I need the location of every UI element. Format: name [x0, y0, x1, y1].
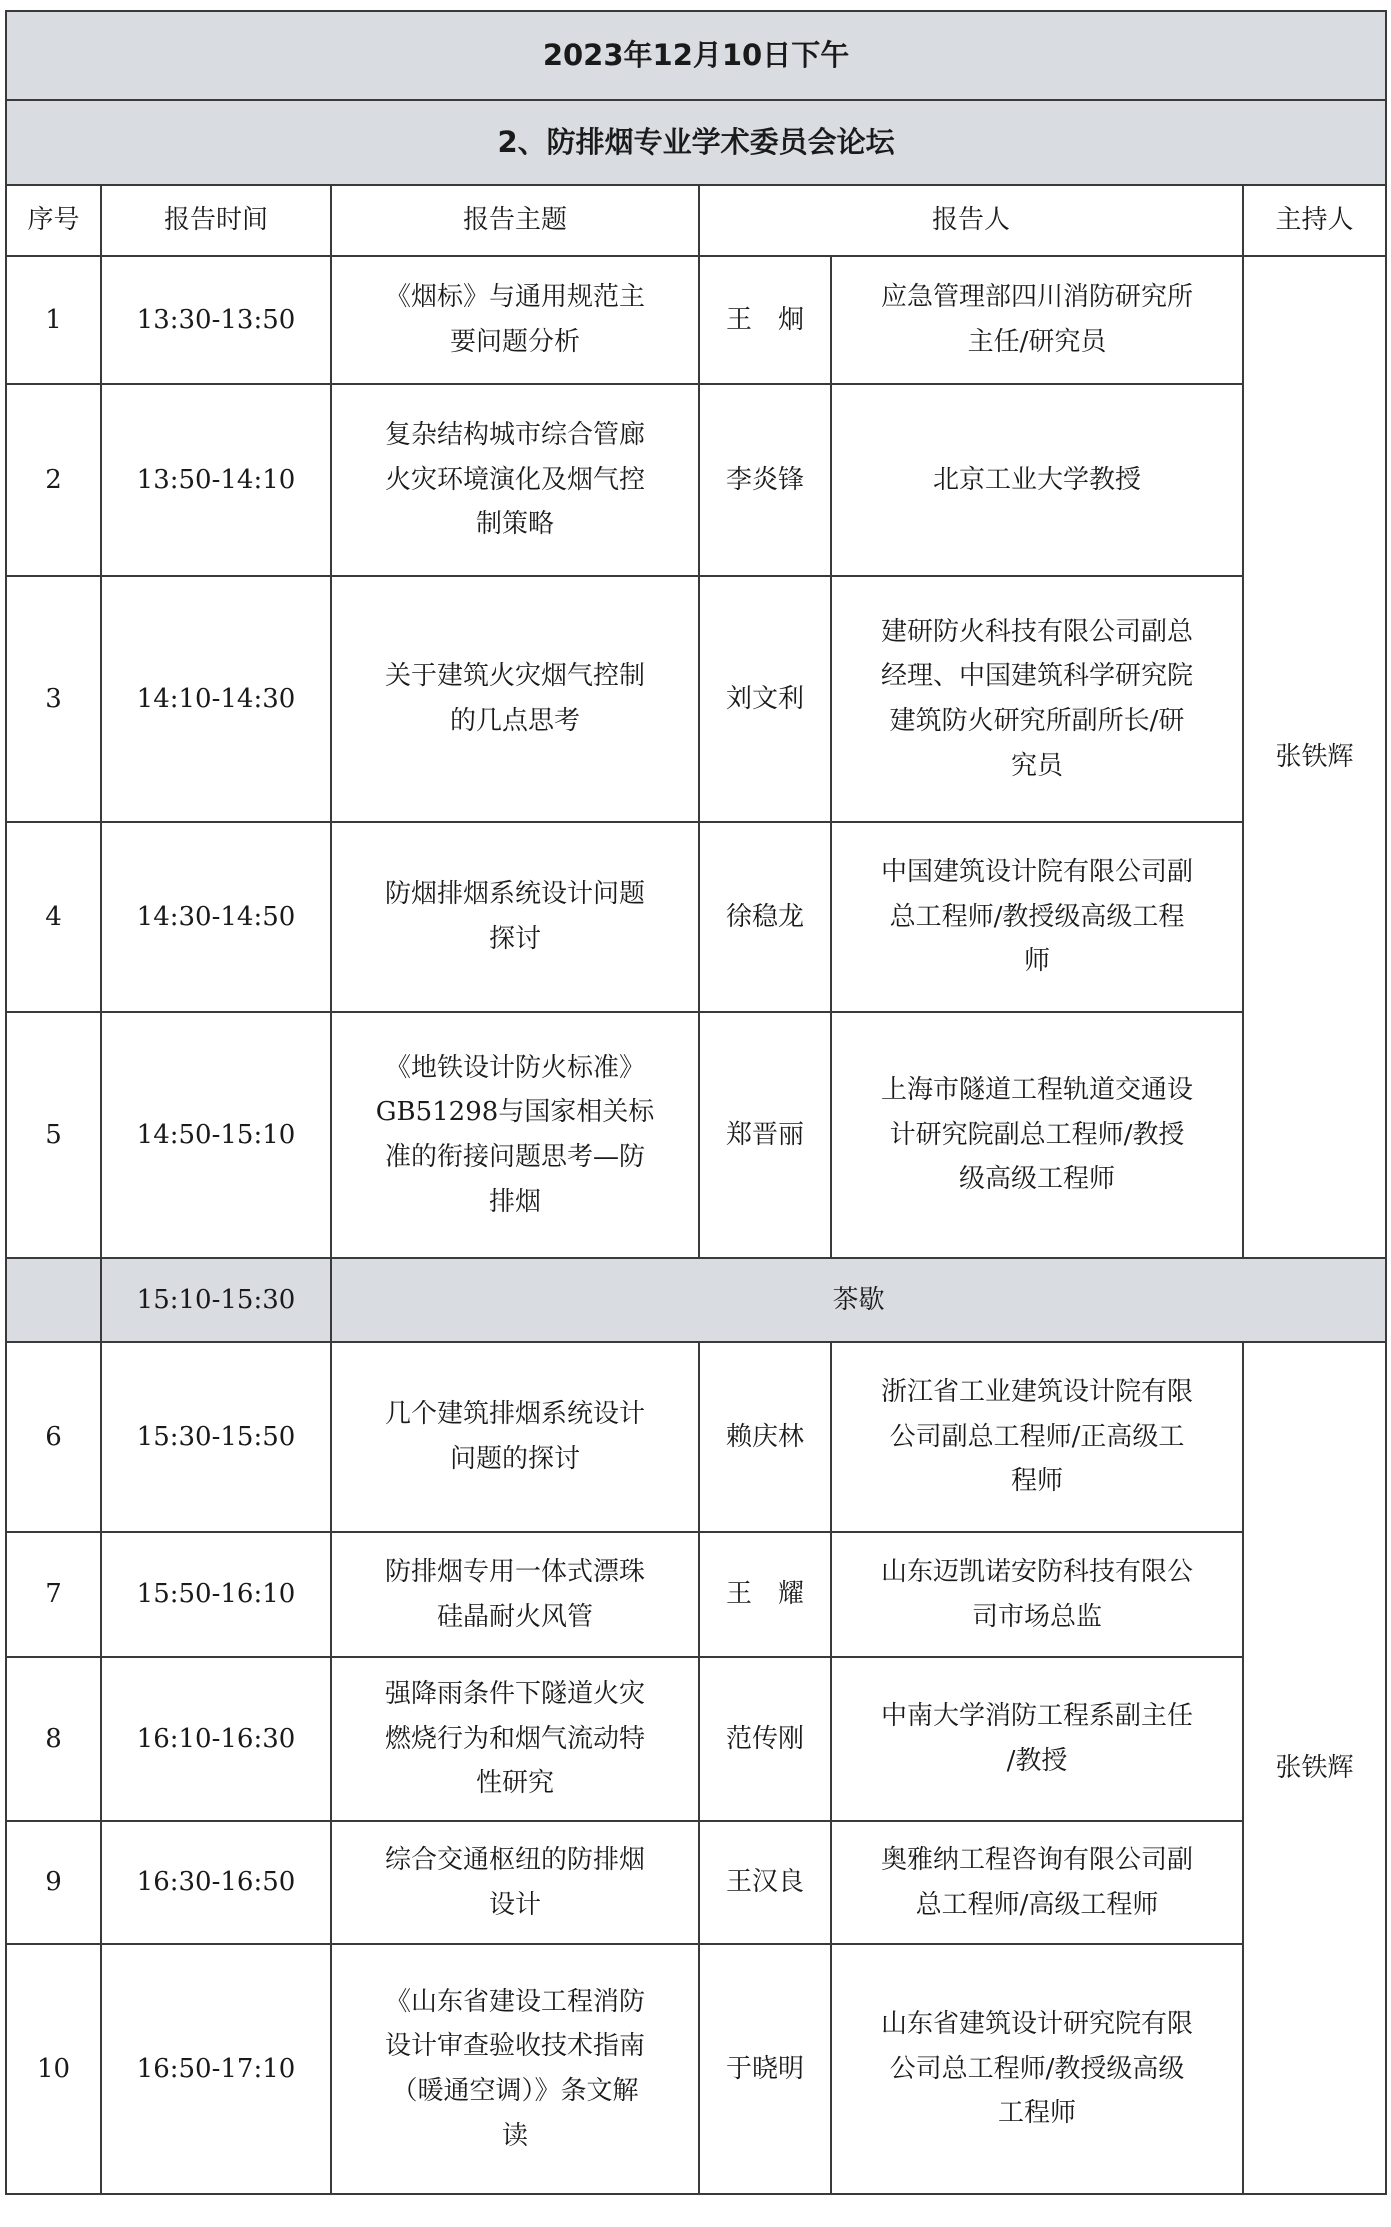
row-topic: 《地铁设计防火标准》 GB51298与国家相关标 准的衔接问题思考—防 排烟 [331, 1012, 699, 1258]
row-speaker-org: 中南大学消防工程系副主任 /教授 [831, 1657, 1243, 1821]
break-time: 15:10-15:30 [101, 1258, 331, 1342]
row-no: 10 [6, 1944, 101, 2194]
date-title: 2023年12月10日下午 [6, 11, 1386, 100]
row-speaker-org: 建研防火科技有限公司副总 经理、中国建筑科学研究院 建筑防火研究所副所长/研 究员 [831, 576, 1243, 822]
header-time: 报告时间 [101, 185, 331, 256]
row-time: 15:50-16:10 [101, 1532, 331, 1657]
row-speaker-name: 郑晋丽 [699, 1012, 831, 1258]
row-speaker-name: 赖庆林 [699, 1342, 831, 1532]
row-topic: 关于建筑火灾烟气控制 的几点思考 [331, 576, 699, 822]
date-title-row [6, 11, 1386, 100]
row-topic: 强降雨条件下隧道火灾 燃烧行为和烟气流动特 性研究 [331, 1657, 699, 1821]
host-name: 张铁辉 [1243, 1342, 1386, 2194]
row-speaker-name: 王汉良 [699, 1821, 831, 1944]
row-speaker-org: 浙江省工业建筑设计院有限 公司副总工程师/正高级工 程师 [831, 1342, 1243, 1532]
row-no: 5 [6, 1012, 101, 1258]
header-no: 序号 [6, 185, 101, 256]
row-speaker-org: 应急管理部四川消防研究所 主任/研究员 [831, 256, 1243, 384]
break-row [6, 1258, 1386, 1342]
row-no: 9 [6, 1821, 101, 1944]
row-time: 14:30-14:50 [101, 822, 331, 1012]
row-time: 15:30-15:50 [101, 1342, 331, 1532]
table-row [6, 1821, 1386, 1944]
row-speaker-org: 奥雅纳工程咨询有限公司副 总工程师/高级工程师 [831, 1821, 1243, 1944]
row-speaker-name: 刘文利 [699, 576, 831, 822]
header-speaker: 报告人 [699, 185, 1243, 256]
row-topic: 几个建筑排烟系统设计 问题的探讨 [331, 1342, 699, 1532]
row-topic: 《山东省建设工程消防 设计审查验收技术指南 （暖通空调）》条文解 读 [331, 1944, 699, 2194]
row-speaker-org: 北京工业大学教授 [831, 384, 1243, 576]
header-topic: 报告主题 [331, 185, 699, 256]
row-no: 3 [6, 576, 101, 822]
row-speaker-org: 上海市隧道工程轨道交通设 计研究院副总工程师/教授 级高级工程师 [831, 1012, 1243, 1258]
table-row [6, 1657, 1386, 1821]
row-speaker-name: 李炎锋 [699, 384, 831, 576]
table-row [6, 576, 1386, 822]
forum-title: 2、防排烟专业学术委员会论坛 [6, 100, 1386, 185]
row-no: 2 [6, 384, 101, 576]
row-speaker-org: 山东省建筑设计研究院有限 公司总工程师/教授级高级 工程师 [831, 1944, 1243, 2194]
break-no-empty [6, 1258, 101, 1342]
row-time: 13:30-13:50 [101, 256, 331, 384]
row-time: 16:10-16:30 [101, 1657, 331, 1821]
row-speaker-org: 中国建筑设计院有限公司副 总工程师/教授级高级工程 师 [831, 822, 1243, 1012]
row-speaker-org: 山东迈凯诺安防科技有限公 司市场总监 [831, 1532, 1243, 1657]
header-row [6, 185, 1386, 256]
row-speaker-name: 王 炯 [699, 256, 831, 384]
table-row [6, 384, 1386, 576]
table-row [6, 1944, 1386, 2194]
table-row [6, 1532, 1386, 1657]
row-no: 4 [6, 822, 101, 1012]
forum-title-row [6, 100, 1386, 185]
row-topic: 复杂结构城市综合管廊 火灾环境演化及烟气控 制策略 [331, 384, 699, 576]
header-host: 主持人 [1243, 185, 1386, 256]
row-time: 16:30-16:50 [101, 1821, 331, 1944]
break-label: 茶歇 [331, 1258, 1386, 1342]
table-row [6, 822, 1386, 1012]
row-topic: 综合交通枢纽的防排烟 设计 [331, 1821, 699, 1944]
host-name: 张铁辉 [1243, 256, 1386, 1258]
row-speaker-name: 王 耀 [699, 1532, 831, 1657]
row-topic: 防烟排烟系统设计问题 探讨 [331, 822, 699, 1012]
row-speaker-name: 于晓明 [699, 1944, 831, 2194]
row-no: 7 [6, 1532, 101, 1657]
row-time: 14:50-15:10 [101, 1012, 331, 1258]
row-time: 13:50-14:10 [101, 384, 331, 576]
schedule-table [5, 10, 1387, 2195]
table-row [6, 256, 1386, 384]
row-topic: 防排烟专用一体式漂珠 硅晶耐火风管 [331, 1532, 699, 1657]
table-row [6, 1012, 1386, 1258]
row-time: 14:10-14:30 [101, 576, 331, 822]
row-topic: 《烟标》与通用规范主 要问题分析 [331, 256, 699, 384]
row-time: 16:50-17:10 [101, 1944, 331, 2194]
row-no: 1 [6, 256, 101, 384]
table-row [6, 1342, 1386, 1532]
row-no: 6 [6, 1342, 101, 1532]
row-speaker-name: 范传刚 [699, 1657, 831, 1821]
row-speaker-name: 徐稳龙 [699, 822, 831, 1012]
row-no: 8 [6, 1657, 101, 1821]
